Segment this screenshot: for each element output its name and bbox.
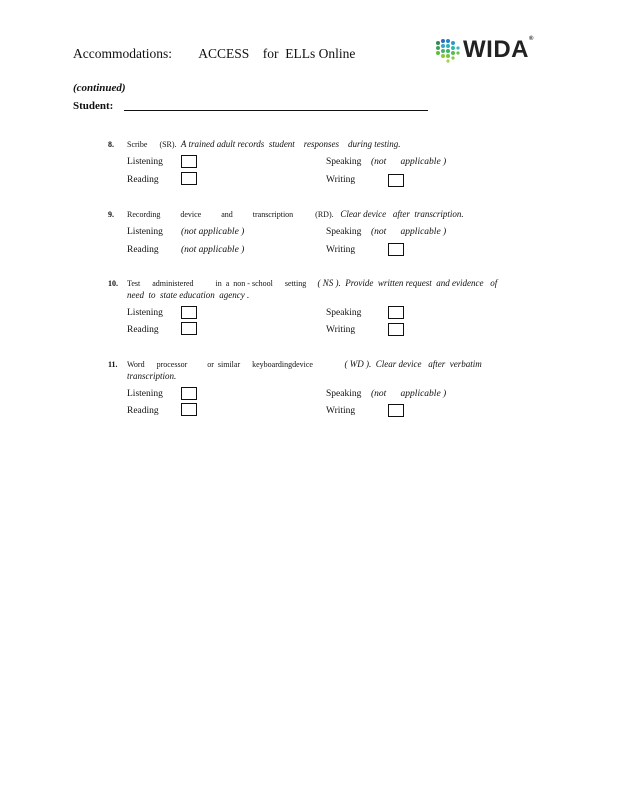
reading-label: Reading bbox=[127, 175, 159, 185]
speaking-not-applicable: (not applicable ) bbox=[371, 227, 447, 237]
listening-checkbox[interactable] bbox=[181, 155, 197, 168]
reading-checkbox[interactable] bbox=[181, 403, 197, 416]
document-title: Accommodations: ACCESS for ELLs Online bbox=[73, 46, 356, 61]
writing-label: Writing bbox=[326, 245, 356, 255]
speaking-label: Speaking bbox=[326, 389, 362, 399]
listening-label: Listening bbox=[127, 157, 163, 167]
writing-checkbox[interactable] bbox=[388, 174, 404, 187]
item-number: 11. bbox=[108, 360, 118, 369]
item-description: Word processor or similar keyboardingdevice ( WD ). Clear device after verbatim bbox=[127, 359, 482, 369]
item-description-line2: transcription. bbox=[127, 371, 177, 381]
listening-label: Listening bbox=[127, 389, 163, 399]
item-number: 9. bbox=[108, 210, 114, 219]
wida-logo-text: WIDA® bbox=[463, 36, 534, 63]
reading-not-applicable: (not applicable ) bbox=[181, 245, 245, 255]
writing-checkbox[interactable] bbox=[388, 404, 404, 417]
item-description: Scribe (SR). A trained adult records student responses during testing. bbox=[127, 139, 401, 149]
wida-logo-icon bbox=[434, 37, 460, 63]
item-number: 10. bbox=[108, 279, 118, 288]
listening-label: Listening bbox=[127, 308, 163, 318]
reading-label: Reading bbox=[127, 406, 159, 416]
listening-not-applicable: (not applicable ) bbox=[181, 227, 245, 237]
writing-checkbox[interactable] bbox=[388, 323, 404, 336]
reading-checkbox[interactable] bbox=[181, 322, 197, 335]
wida-logo bbox=[434, 36, 534, 64]
student-name-field[interactable] bbox=[124, 110, 428, 111]
reading-checkbox[interactable] bbox=[181, 172, 197, 185]
speaking-label: Speaking bbox=[326, 308, 362, 318]
item-description: Test administered in a non - school setting ( NS ). Provide written request and evidence of bbox=[127, 278, 498, 288]
writing-label: Writing bbox=[326, 175, 356, 185]
writing-label: Writing bbox=[326, 325, 356, 335]
item-description: Recording device and transcription (RD). Clear device after transcription. bbox=[127, 209, 464, 219]
reading-label: Reading bbox=[127, 325, 159, 335]
listening-checkbox[interactable] bbox=[181, 306, 197, 319]
reading-label: Reading bbox=[127, 245, 159, 255]
speaking-not-applicable: (not applicable ) bbox=[371, 389, 447, 399]
listening-label: Listening bbox=[127, 227, 163, 237]
continued-label: (continued) bbox=[73, 82, 126, 94]
writing-label: Writing bbox=[326, 406, 356, 416]
speaking-not-applicable: (not applicable ) bbox=[371, 157, 447, 167]
speaking-label: Speaking bbox=[326, 157, 362, 167]
speaking-checkbox[interactable] bbox=[388, 306, 404, 319]
item-number: 8. bbox=[108, 140, 114, 149]
speaking-label: Speaking bbox=[326, 227, 362, 237]
item-description-line2: need to state education agency . bbox=[127, 290, 250, 300]
writing-checkbox[interactable] bbox=[388, 243, 404, 256]
student-label: Student: bbox=[73, 100, 114, 112]
listening-checkbox[interactable] bbox=[181, 387, 197, 400]
